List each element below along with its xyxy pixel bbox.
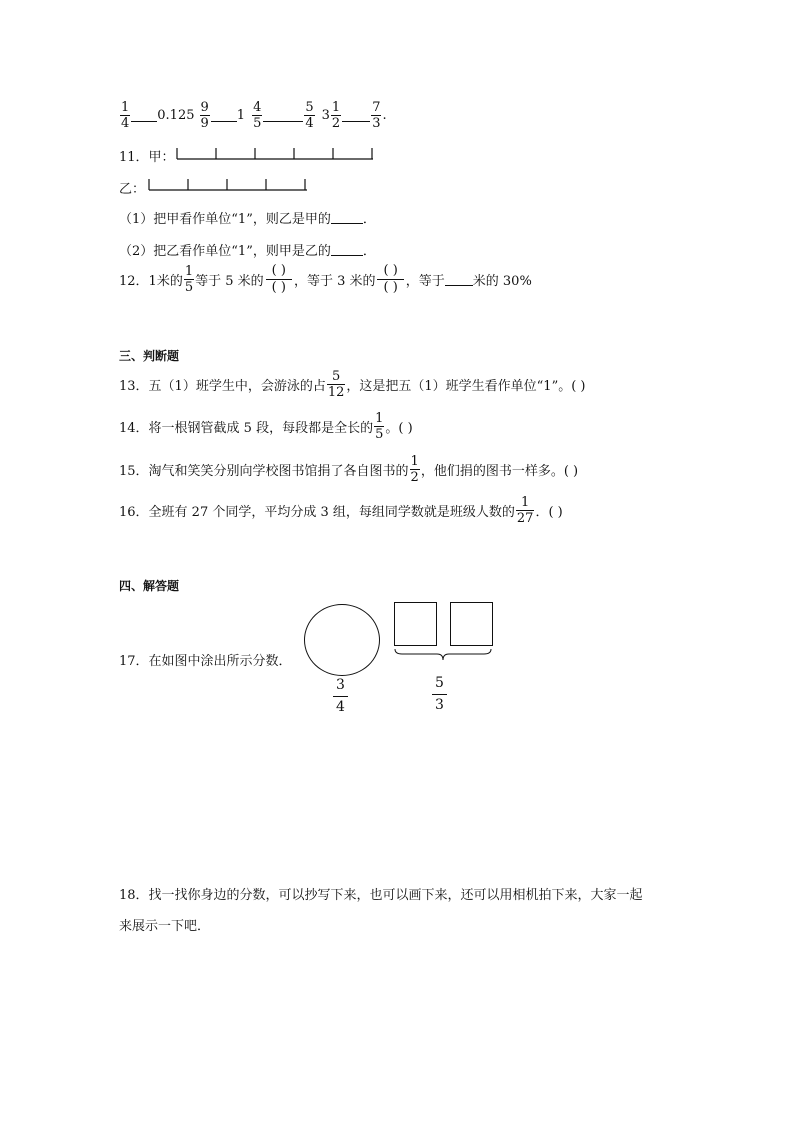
answer-blank[interactable] — [331, 211, 363, 224]
squares-fraction-label: $\frac{5}{3}$ — [432, 675, 447, 714]
q11-sub1: （1）把甲看作单位“1”，则乙是甲的 ． — [119, 212, 376, 227]
fraction: $\frac{1}{27}$ — [516, 495, 534, 526]
fraction: $\frac{1}{5}$ — [375, 411, 384, 442]
fraction: $\frac{1}{5}$ — [184, 264, 194, 296]
fraction-circle-shape[interactable] — [304, 604, 380, 676]
q11-sub2: （2）把乙看作单位“1”，则甲是乙的 ． — [119, 244, 376, 259]
q17-text: 17．在如图中涂出所示分数． — [119, 654, 292, 669]
fraction-square-shape-2[interactable] — [450, 602, 493, 646]
circle-fraction-label: $\frac{3}{4}$ — [333, 677, 348, 716]
jia-segment-bar — [175, 147, 375, 161]
fraction: $\frac{5}{12}$ — [327, 369, 345, 400]
q13-row: 13．五（1）班学生中，会游泳的占 $\frac{5}{12}$ ，这是把五（1）班学生看作单位“1”。( ) — [119, 369, 586, 400]
period: . — [382, 108, 387, 123]
q11-yi-label: 乙： — [119, 182, 146, 197]
answer-fraction-box[interactable]: $\frac{( )}{( )}$ — [266, 264, 292, 296]
q10-compare-row — [119, 101, 387, 130]
q18-line2: 来展示一下吧． — [119, 919, 211, 934]
fraction: $\frac{4}{5}$ — [253, 100, 262, 131]
section-title-answer: 四、解答题 — [119, 579, 180, 593]
fraction: $\frac{1}{4}$ — [121, 100, 130, 131]
answer-blank[interactable] — [342, 109, 370, 122]
fraction: $\frac{9}{9}$ — [200, 100, 209, 131]
answer-blank[interactable] — [131, 109, 157, 122]
yi-segment-bar — [147, 178, 309, 192]
q18-line1: 18．找一找你身边的分数，可以抄写下来，也可以画下来，还可以用相机拍下来，大家一起 — [119, 888, 643, 903]
section-title-judgment: 三、判断题 — [119, 349, 180, 363]
answer-blank[interactable] — [263, 109, 303, 122]
q11-jia-label: 11．甲： — [119, 150, 175, 165]
q12-row: 12．1米的 $\frac{1}{5}$ 等于 5 米的 $\frac{( )}{( )}$ ，等于 3 米的 $\frac{( )}{( )}$ ，等于 米的 30% — [119, 263, 532, 296]
answer-blank[interactable] — [331, 243, 363, 256]
mixed-whole: 3 — [321, 108, 330, 123]
q15-row: 15．淘气和笑笑分别向学校图书馆捐了各自图书的 $\frac{1}{2}$ ，他们捐的图书一样多。( ) — [119, 454, 579, 485]
q16-row: 16．全班有 27 个同学，平均分成 3 组，每组同学数就是班级人数的 $\frac{1}{27}$ ．( ) — [119, 495, 563, 526]
fraction: $\frac{5}{4}$ — [305, 100, 314, 131]
fraction: $\frac{1}{2}$ — [331, 100, 341, 131]
integer-value: 1 — [236, 108, 246, 123]
brace-icon — [394, 648, 492, 662]
fraction: $\frac{7}{3}$ — [372, 100, 381, 131]
answer-blank[interactable] — [445, 273, 473, 286]
fraction-square-shape-1[interactable] — [394, 602, 437, 646]
fraction: $\frac{1}{2}$ — [410, 454, 419, 485]
answer-fraction-box[interactable]: $\frac{( )}{( )}$ — [377, 264, 403, 296]
answer-blank[interactable] — [211, 109, 237, 122]
decimal-value: 0.125 — [157, 108, 195, 123]
q14-row: 14．将一根钢管截成 5 段，每段都是全长的 $\frac{1}{5}$ 。( ) — [119, 411, 413, 442]
